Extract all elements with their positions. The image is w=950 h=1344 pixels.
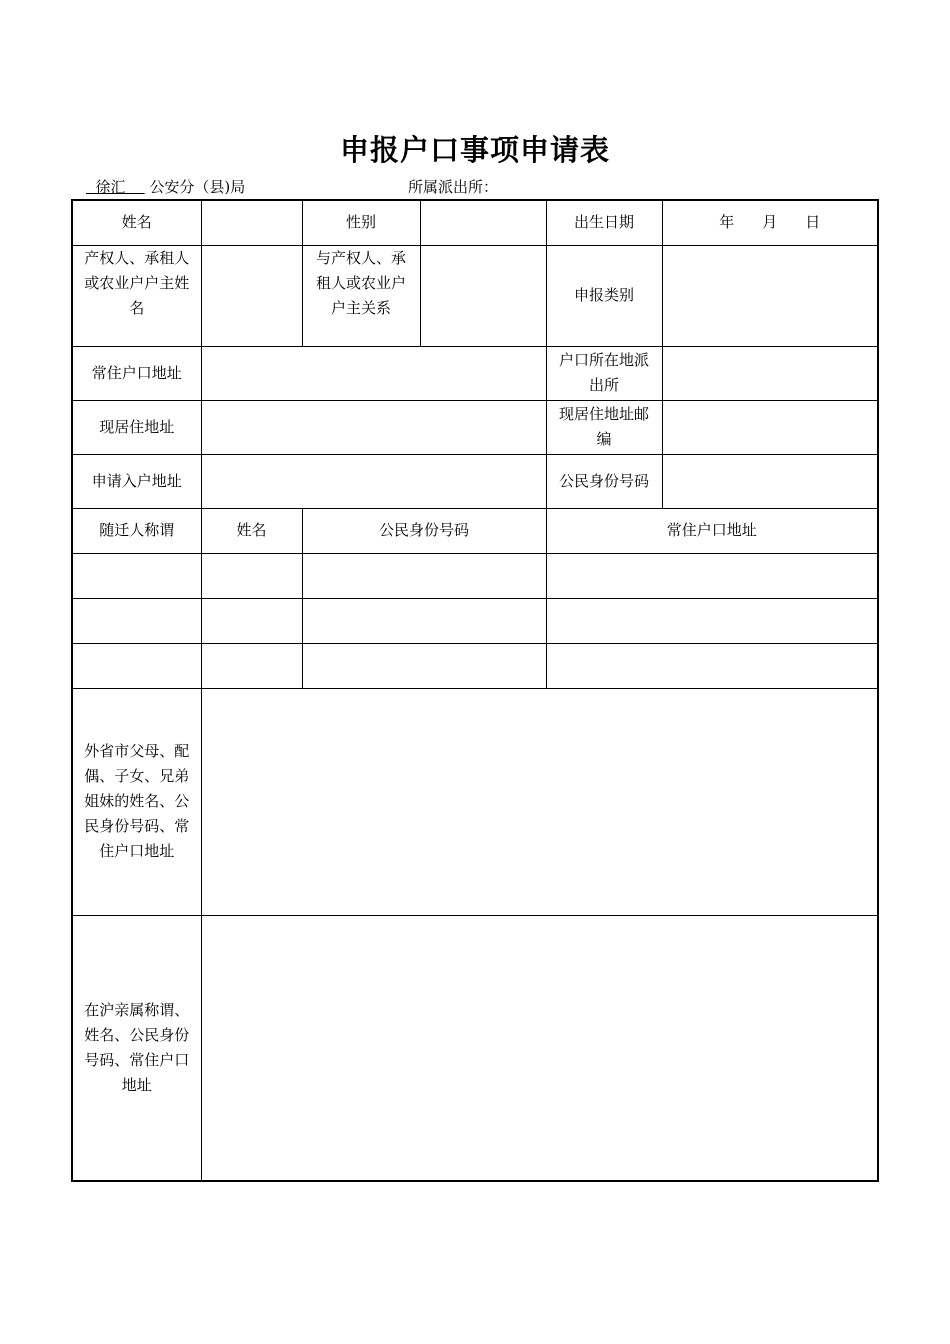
form-title: 申报户口事项申请表	[339, 133, 610, 167]
companion-name-field[interactable]	[201, 643, 302, 688]
form-row-out-of-province	[72, 688, 878, 915]
companion-name-field[interactable]	[201, 598, 302, 643]
gender-label: 性别	[302, 200, 420, 245]
relation-label: 与产权人、承租人或农业户户主关系	[302, 245, 420, 346]
apply-address-field[interactable]	[201, 454, 546, 508]
report-type-label: 申报类别	[546, 245, 662, 346]
companion-id-field[interactable]	[302, 643, 546, 688]
owner-name-field[interactable]	[201, 245, 302, 346]
companion-address-field[interactable]	[546, 643, 878, 688]
registered-station-field[interactable]	[662, 346, 878, 400]
companion-address-field[interactable]	[546, 598, 878, 643]
companion-row	[72, 643, 878, 688]
application-form-table	[71, 199, 879, 1182]
apply-address-label: 申请入户地址	[72, 454, 201, 508]
gender-field[interactable]	[420, 200, 546, 245]
companion-title-field[interactable]	[72, 643, 201, 688]
form-row-current-address	[72, 400, 878, 454]
companion-name-header: 姓名	[201, 508, 302, 553]
companion-header-row	[72, 508, 878, 553]
companion-id-field[interactable]	[302, 598, 546, 643]
out-of-province-relatives-label: 外省市父母、配偶、子女、兄弟姐妹的姓名、公民身份号码、常住户口地址	[72, 688, 201, 915]
current-postcode-field[interactable]	[662, 400, 878, 454]
owner-name-label: 产权人、承租人或农业户户主姓名	[72, 245, 201, 346]
companion-title-field[interactable]	[72, 553, 201, 598]
out-of-province-relatives-field[interactable]	[201, 688, 878, 915]
current-postcode-label: 现居住地址邮编	[546, 400, 662, 454]
name-label: 姓名	[72, 200, 201, 245]
district-line	[86, 176, 245, 197]
form-row-shanghai-relatives	[72, 915, 878, 1181]
police-station-label: 所属派出所：	[408, 178, 499, 196]
birth-date-label: 出生日期	[546, 200, 662, 245]
name-field[interactable]	[201, 200, 302, 245]
birth-date-field[interactable]	[662, 200, 878, 245]
registered-address-label: 常住户口地址	[72, 346, 201, 400]
shanghai-relatives-field[interactable]	[201, 915, 878, 1181]
current-address-field[interactable]	[201, 400, 546, 454]
form-row-basic	[72, 200, 878, 245]
id-number-field[interactable]	[662, 454, 878, 508]
form-row-apply-address	[72, 454, 878, 508]
companion-row	[72, 553, 878, 598]
companion-title-field[interactable]	[72, 598, 201, 643]
day-label: 日	[805, 213, 821, 232]
companion-id-header: 公民身份号码	[302, 508, 546, 553]
companion-id-field[interactable]	[302, 553, 546, 598]
relation-field[interactable]	[420, 245, 546, 346]
district-suffix: 公安分（县)局	[144, 178, 246, 196]
id-number-label: 公民身份号码	[546, 454, 662, 508]
companion-address-header: 常住户口地址	[546, 508, 878, 553]
district-value: 徐汇	[86, 178, 145, 196]
form-row-registered-address	[72, 346, 878, 400]
month-label: 月	[762, 213, 778, 232]
year-label: 年	[719, 213, 735, 232]
registered-address-field[interactable]	[201, 346, 546, 400]
shanghai-relatives-label: 在沪亲属称谓、姓名、公民身份号码、常住户口地址	[72, 915, 201, 1181]
companion-name-field[interactable]	[201, 553, 302, 598]
companion-title-header: 随迁人称谓	[72, 508, 201, 553]
companion-row	[72, 598, 878, 643]
companion-address-field[interactable]	[546, 553, 878, 598]
form-row-owner	[72, 245, 878, 346]
report-type-field[interactable]	[662, 245, 878, 346]
registered-station-label: 户口所在地派出所	[546, 346, 662, 400]
current-address-label: 现居住地址	[72, 400, 201, 454]
